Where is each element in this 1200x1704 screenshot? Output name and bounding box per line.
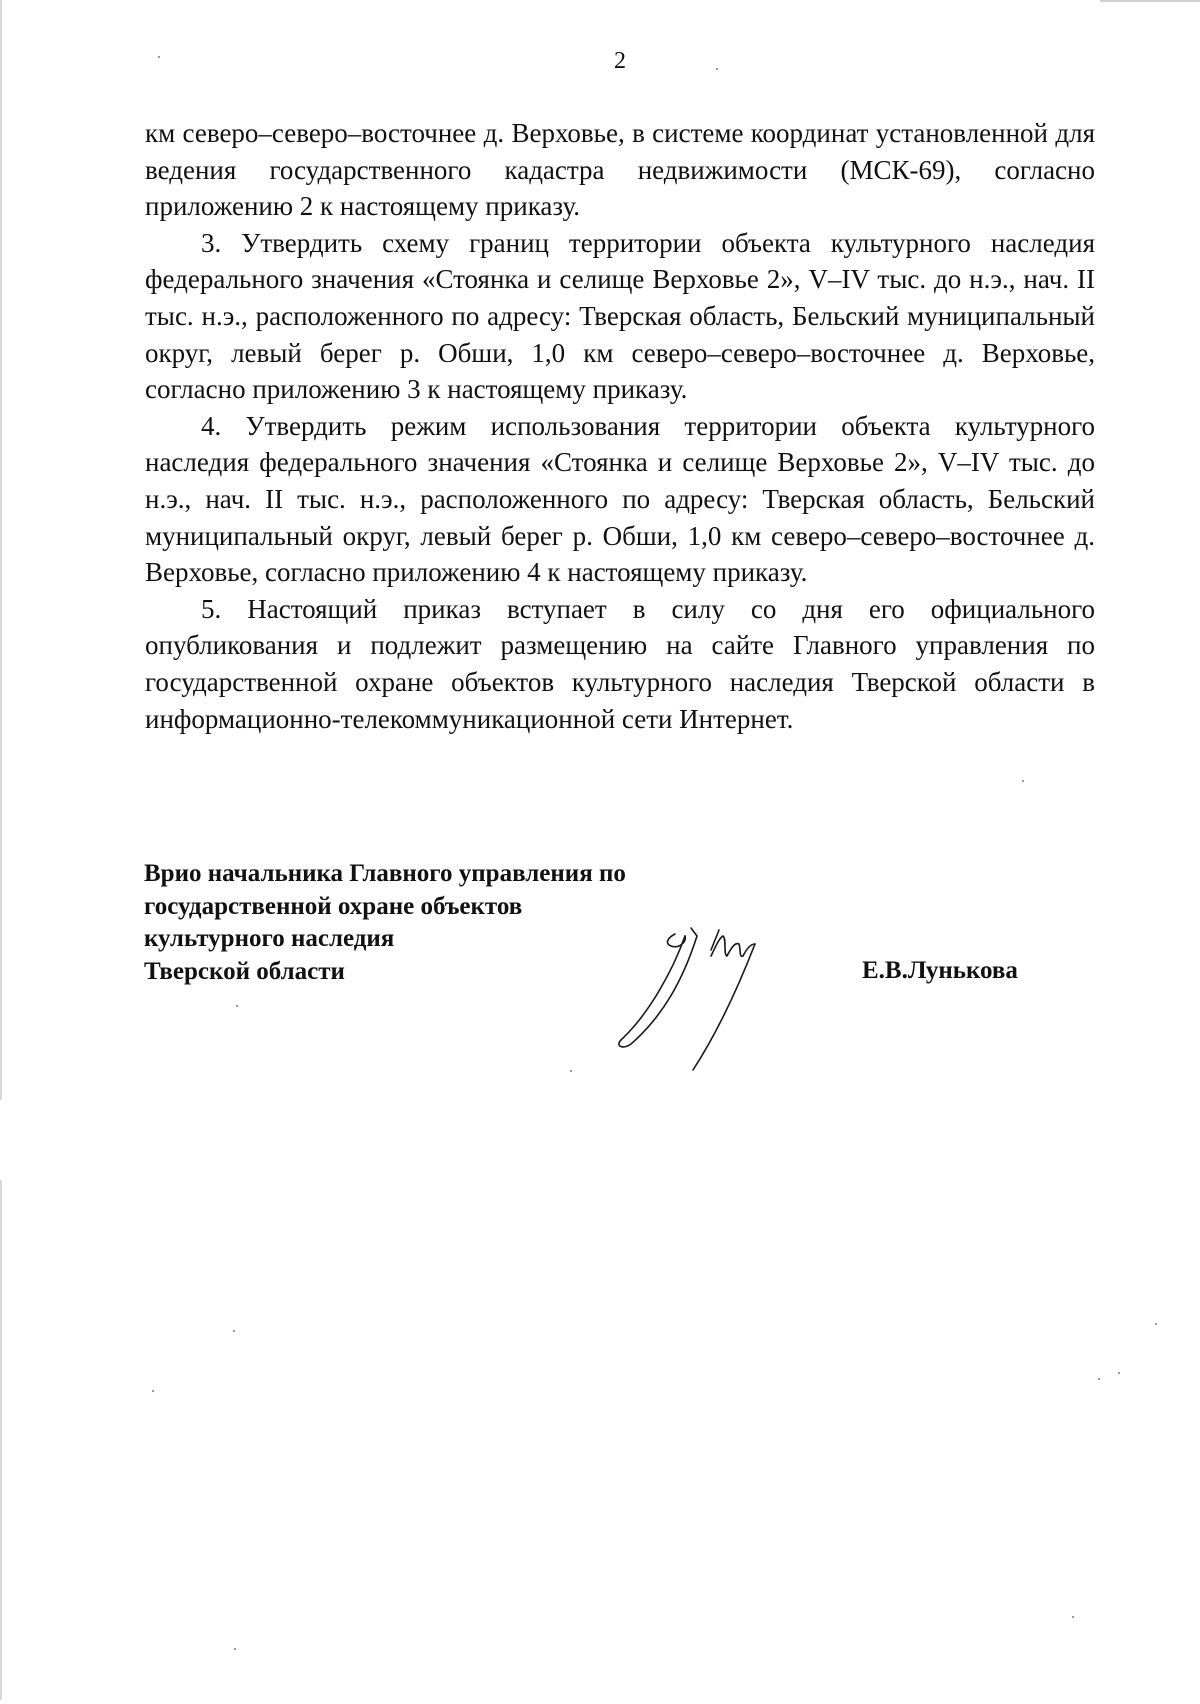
scan-speck — [1022, 780, 1024, 782]
scan-speck — [1155, 1323, 1157, 1325]
paragraph-item-4: 4. Утвердить режим использования территории объекта культурного наследия федерального значения «Стоянка и селище Верховье 2», V–IV тыс. до н.э., нач. II тыс. н.э., расположенного по адресу: Тверская область, Бельский муниципальный округ, левый берег р. Обши, 1,0 км северо–северо–восточнее д. Верховье, согласно приложению 4 к настоящему приказу. — [145, 410, 1095, 588]
scan-speck — [1098, 1378, 1100, 1380]
scan-speck — [1072, 1616, 1074, 1618]
scan-speck — [570, 1070, 572, 1072]
scan-edge-top — [1100, 0, 1200, 2]
signatory-name: Е.В.Лунькова — [862, 957, 1018, 984]
scan-speck — [236, 1005, 238, 1007]
handwritten-signature — [615, 920, 820, 1080]
signatory-title-line: государственной охране объектов — [144, 892, 523, 920]
signatory-title-line: Тверской области — [144, 957, 345, 985]
scan-speck — [716, 68, 718, 70]
page-number: 2 — [614, 48, 626, 74]
paragraph-continuation: км северо–северо–восточнее д. Верховье, в системе координат установленной для ведения государственного кадастра недвижимости (МСК-69), согласно приложению 2 к настоящему приказу. — [145, 118, 1095, 222]
document-body — [145, 115, 1095, 737]
scan-edge-left — [0, 0, 2, 1100]
signatory-title-line: культурного наследия — [144, 925, 395, 952]
scan-speck — [1118, 1372, 1120, 1374]
paragraph-item-5: 5. Настоящий приказ вступает в силу со дня его официального опубликования и подлежит размещению на сайте Главного управления по государственной охране объектов культурного наследия Тверской области в информационно-телекоммуникационной сети Интернет. — [145, 593, 1095, 734]
scan-speck — [152, 1390, 154, 1392]
scan-speck — [233, 1330, 235, 1332]
paragraph-item-3: 3. Утвердить схему границ территории объекта культурного наследия федерального значения «Стоянка и селище Верховье 2», V–IV тыс. до н.э., нач. II тыс. н.э., расположенного по адресу: Тверская область, Бельский муниципальный округ, левый берег р. Обши, 1,0 км северо–северо–восточнее д. Верховье, согласно приложению 3 к настоящему приказу. — [145, 227, 1095, 405]
scan-speck — [234, 1648, 236, 1650]
scan-speck — [158, 56, 160, 58]
scan-edge-left-lower — [0, 1180, 2, 1700]
signatory-title-line: Врио начальника Главного управления по — [144, 860, 626, 887]
